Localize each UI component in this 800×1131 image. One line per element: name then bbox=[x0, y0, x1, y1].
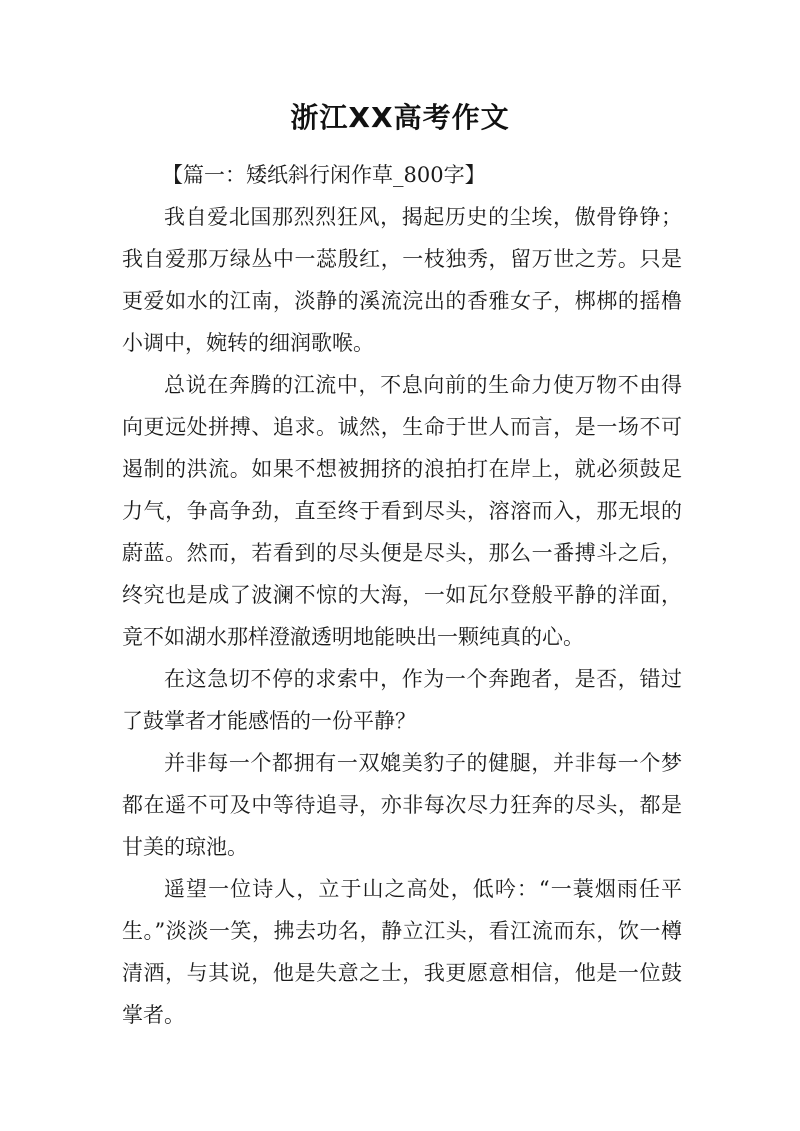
paragraph: 遥望一位诗人，立于山之高处，低吟：“一蓑烟雨任平生。”淡淡一笑，拂去功名，静立江头，看江流而东，饮一樽清酒，与其说，他是失意之士，我更愿意相信，他是一位鼓掌者。 bbox=[122, 877, 682, 1027]
document-title: 浙江XX高考作文 bbox=[290, 101, 510, 134]
paragraph: 并非每一个都拥有一双媲美豹子的健腿，并非每一个梦都在遥不可及中等待追寻，亦非每次尽力狂奔的尽头，都是甘美的琼池。 bbox=[122, 751, 682, 859]
paragraph: 总说在奔腾的江流中，不息向前的生命力使万物不由得向更远处拼搏、追求。诚然，生命于世人而言，是一场不可遏制的洪流。如果不想被拥挤的浪拍打在岸上，就必须鼓足力气，争高争劲，直至终于看到尽头，溶溶而入，那无垠的蔚蓝。然而，若看到的尽头便是尽头，那么一番搏斗之后，终究也是成了波澜不惊的大海，一如瓦尔登般平静的洋面，竟不如湖水那样澄澈透明地能映出一颗纯真的心。 bbox=[122, 373, 682, 649]
document-body bbox=[122, 154, 682, 1036]
paragraph: 在这急切不停的求索中，作为一个奔跑者，是否，错过了鼓掌者才能感悟的一份平静？ bbox=[122, 667, 682, 733]
paragraph: 我自爱北国那烈烈狂风，揭起历史的尘埃，傲骨铮铮；我自爱那万绿丛中一蕊殷红，一枝独秀，留万世之芳。只是更爱如水的江南，淡静的溪流浣出的香雅女子，梆梆的摇橹小调中，婉转的细润歌喉。 bbox=[122, 205, 682, 355]
section-heading: 【篇一：矮纸斜行闲作草_800字】 bbox=[162, 163, 486, 187]
